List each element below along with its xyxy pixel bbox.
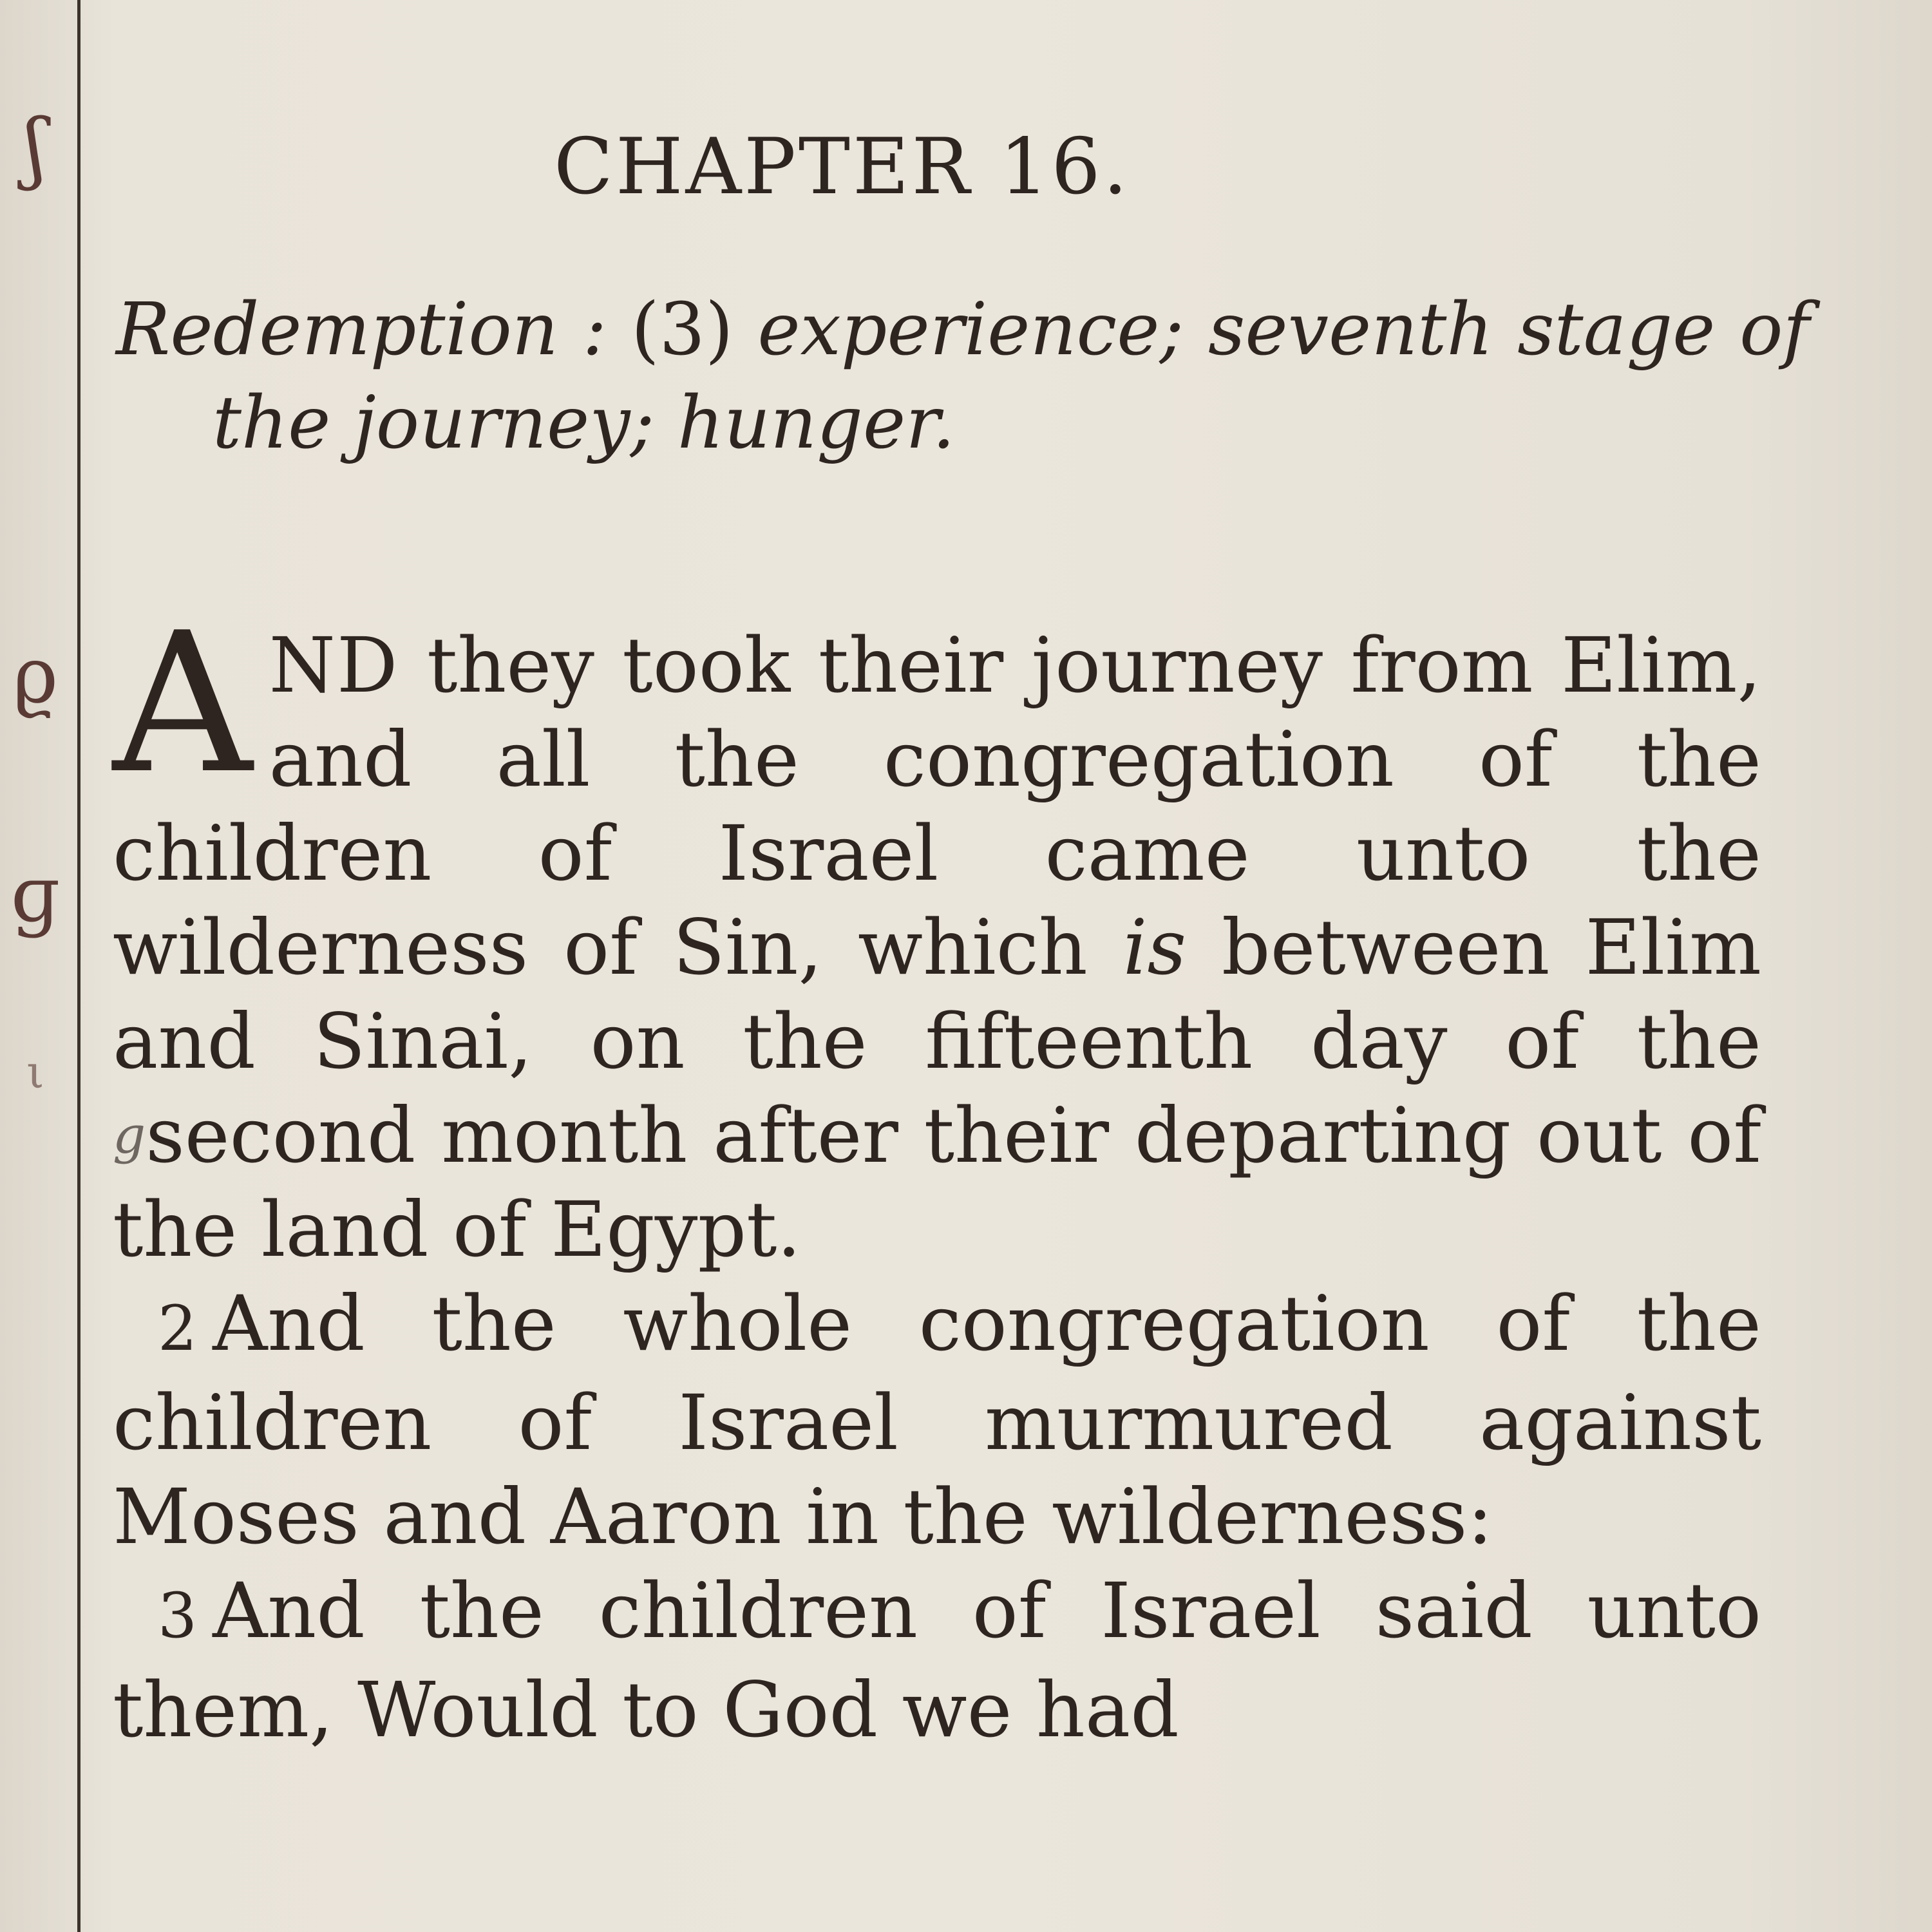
margin-rule [77,0,80,1932]
summary-text: experience; seventh stage of the journey; hunger. [213,288,1810,465]
verse-text: And the whole congregation of the children of Israel murmured against Moses and Aaron in the wilderness: [113,1279,1761,1561]
cross-reference-letter: g [113,1105,146,1165]
chapter-summary [116,283,1810,470]
scripture-text [113,591,1761,1757]
verse-text: they took their journey from Elim, and all the congregation of the children of Israel came unto the wilderness of Sin, which [113,621,1761,992]
drop-cap: A [113,591,252,816]
verse-1 [113,591,1761,1276]
margin-handwriting-mark: ι [26,1046,44,1099]
verse-number: 2 [158,1293,198,1365]
summary-label: Redemption : [116,288,607,372]
verse-text: And the children of Israel said unto them, Would to God we had [113,1566,1761,1754]
verse-text: between Elim and Sinai, on the fifteenth day of the [113,903,1761,1086]
verse-2 [113,1276,1761,1564]
verse-number: 3 [158,1580,198,1652]
margin-handwriting-mark: ɡ [10,850,61,940]
chapter-title: CHAPTER 16. [554,122,1130,212]
summary-number: (3) [630,288,734,372]
margin-handwriting-mark: ϱ [12,631,59,721]
margin-handwriting-mark: ʃ [24,103,46,193]
small-caps: ND [269,621,399,710]
italic-word: is [1122,903,1187,992]
verse-3 [113,1564,1761,1757]
verse-text: second month after their departing out of the land of Egypt. [113,1091,1761,1274]
